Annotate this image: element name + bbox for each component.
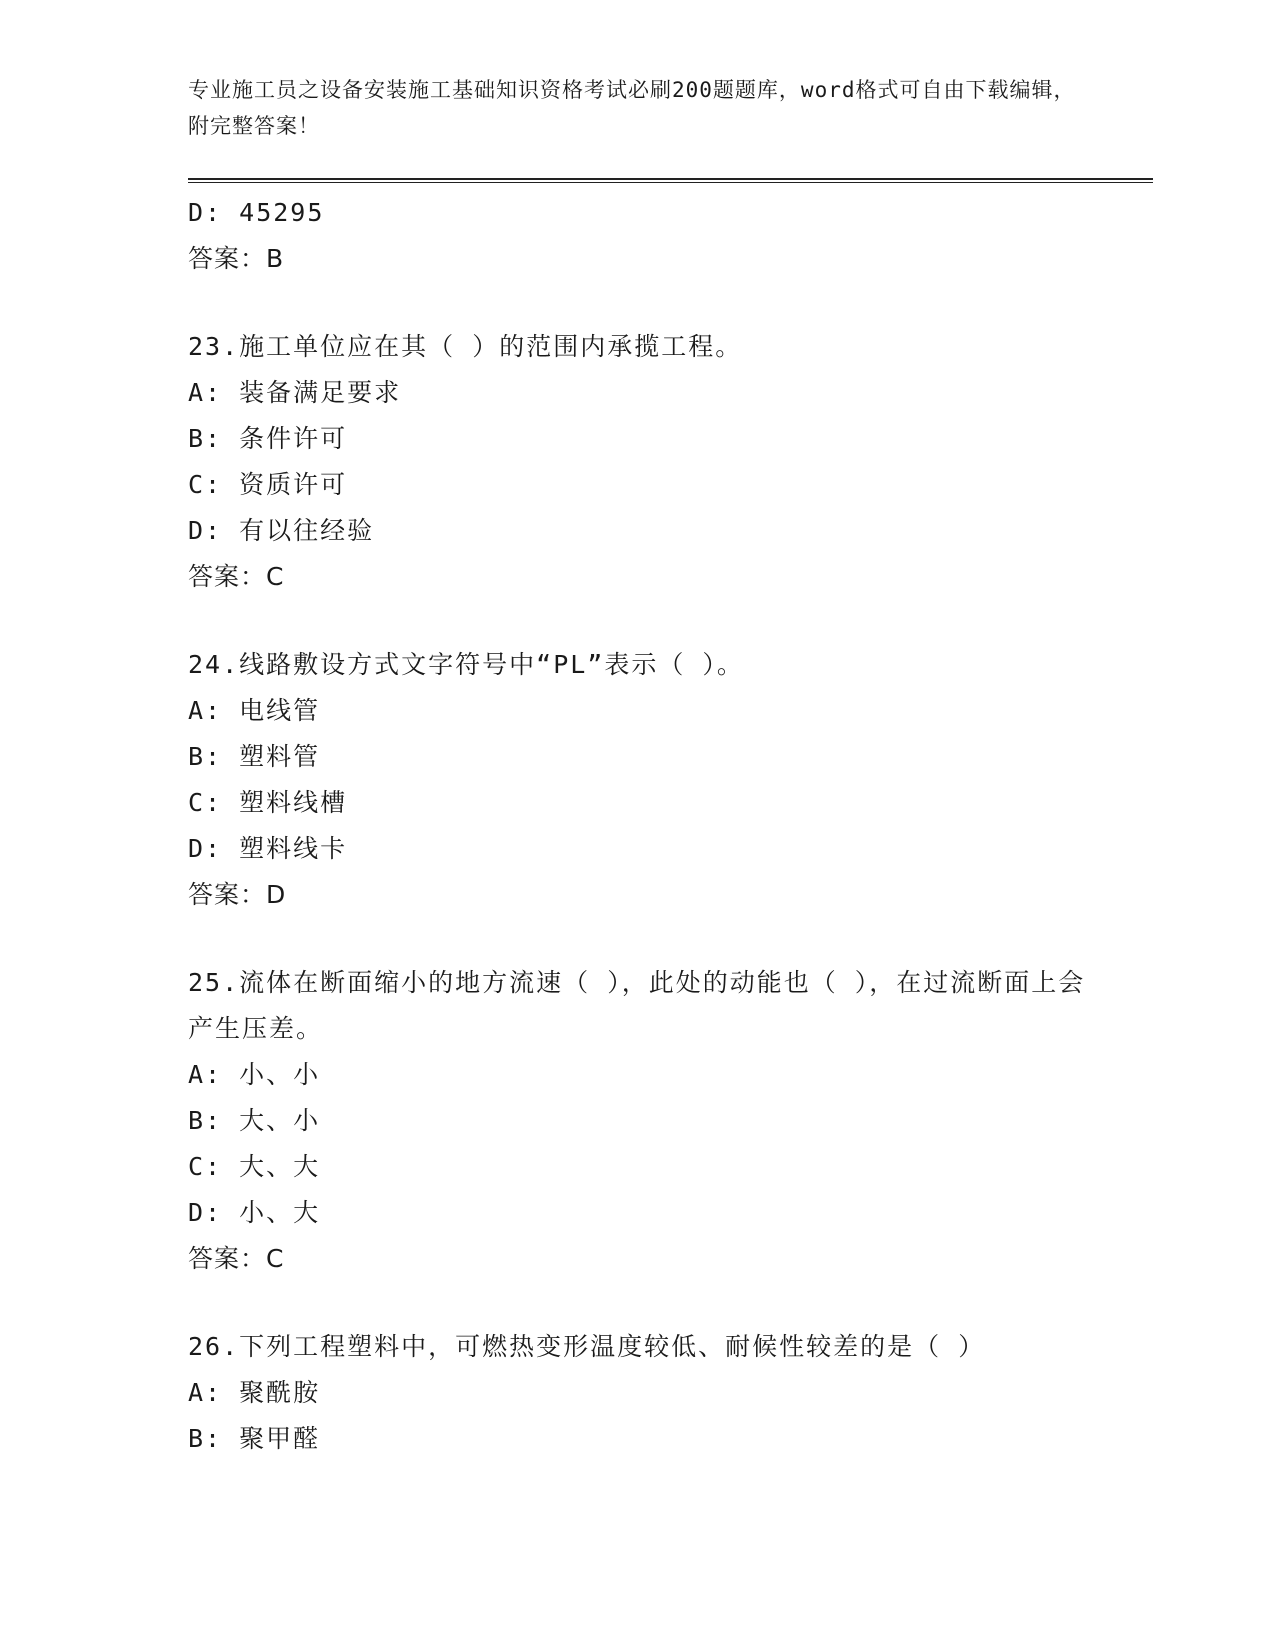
answer-line: 答案：C (188, 1244, 285, 1273)
option-b: B: 条件许可 (188, 424, 348, 453)
question-stem: 24.线路敷设方式文字符号中“PL”表示（ ）。 (188, 650, 744, 679)
header-divider (188, 178, 1153, 183)
option-b: B: 大、小 (188, 1106, 321, 1135)
option-c: C: 资质许可 (188, 470, 348, 499)
question-stem: 25.流体在断面缩小的地方流速（ ），此处的动能也（ ），在过流断面上会产生压差。 (188, 968, 1086, 1043)
option-a: A: 装备满足要求 (188, 378, 402, 407)
option-a: A: 聚酰胺 (188, 1378, 321, 1407)
document-header: 专业施工员之设备安装施工基础知识资格考试必刷200题题库，word格式可自由下载编辑，附完整答案！ (188, 78, 1076, 138)
option-a: A: 电线管 (188, 696, 321, 725)
option-d: D: 小、大 (188, 1198, 321, 1227)
question-gap (188, 1282, 1088, 1324)
question-24 (188, 642, 1088, 918)
question-gap (188, 282, 1088, 324)
option-d: D: 有以往经验 (188, 516, 375, 545)
option-c: C: 大、大 (188, 1152, 321, 1181)
option-a: A: 小、小 (188, 1060, 321, 1089)
question-23 (188, 324, 1088, 600)
option-b: B: 聚甲醛 (188, 1424, 321, 1453)
option-c: C: 塑料线槽 (188, 788, 348, 817)
question-gap (188, 600, 1088, 642)
option-d: D: 塑料线卡 (188, 834, 348, 863)
answer-line: 答案：C (188, 562, 285, 591)
question-stem: 26.下列工程塑料中，可燃热变形温度较低、耐候性较差的是（ ） (188, 1332, 986, 1361)
option-d: D: 45295 (188, 198, 325, 227)
question-stem: 23.施工单位应在其（ ）的范围内承揽工程。 (188, 332, 743, 361)
answer-line: 答案：D (188, 880, 287, 909)
question-list (188, 190, 1088, 1462)
question-26 (188, 1324, 1088, 1462)
question-25 (188, 960, 1088, 1282)
question-gap (188, 918, 1088, 960)
answer-line: 答案：B (188, 244, 285, 273)
option-b: B: 塑料管 (188, 742, 321, 771)
